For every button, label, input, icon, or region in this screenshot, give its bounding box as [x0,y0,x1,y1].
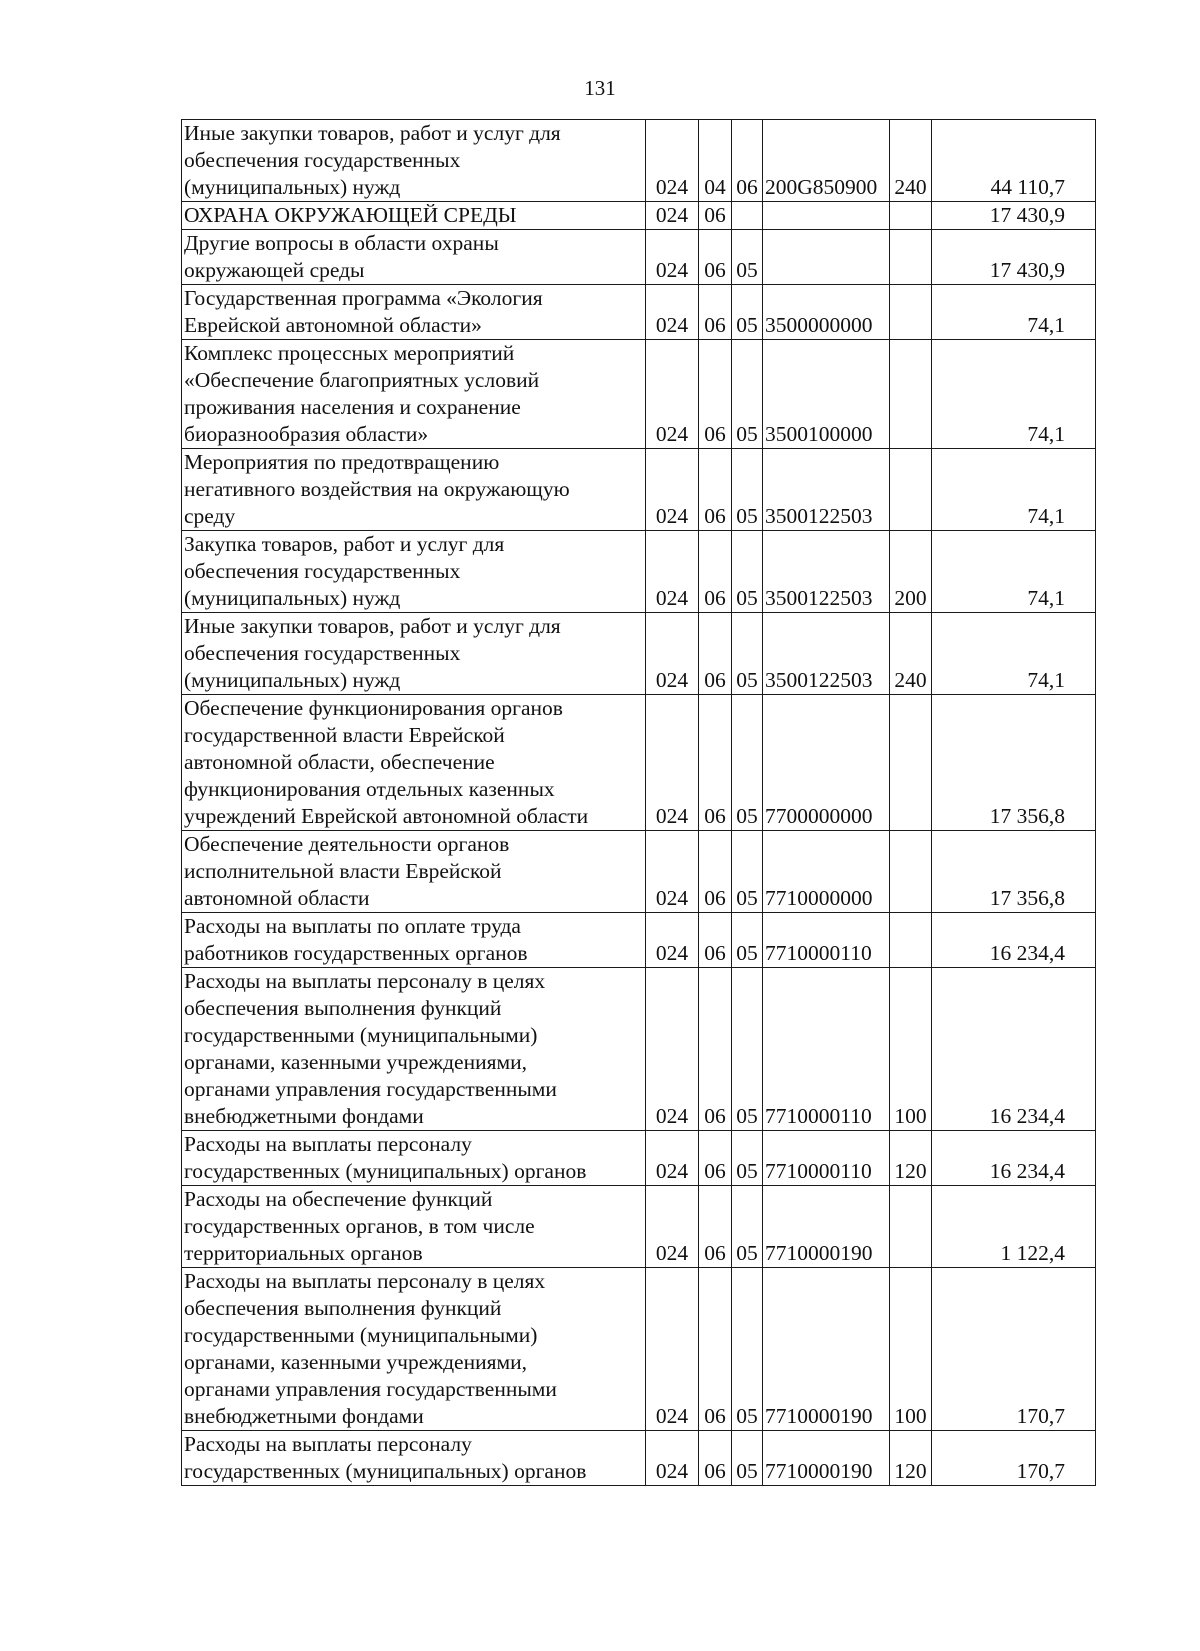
row-name-cell: Расходы на обеспечение функций государственных органов, в том числе территориальных органов [182,1186,646,1268]
expense-type-code-cell: 240 [890,120,932,202]
section-code-cell: 06 [699,695,732,831]
ministry-code-cell: 024 [646,230,699,285]
expense-type-code-cell [890,230,932,285]
row-name-cell: Иные закупки товаров, работ и услуг для обеспечения государственных (муниципальных) нужд [182,613,646,695]
budget-table [181,119,1096,1486]
section-code-cell: 06 [699,1131,732,1186]
page-number: 131 [584,76,616,100]
section-code-cell: 06 [699,1186,732,1268]
target-article-code-cell: 7710000110 [763,913,890,968]
row-name-cell: Расходы на выплаты персоналу государственных (муниципальных) органов [182,1431,646,1486]
amount-cell: 17 430,9 [932,202,1096,230]
ministry-code-cell: 024 [646,1431,699,1486]
table-row [182,613,1096,695]
ministry-code-cell: 024 [646,613,699,695]
ministry-code-cell: 024 [646,1131,699,1186]
section-code-cell: 06 [699,831,732,913]
amount-cell: 16 234,4 [932,913,1096,968]
section-code-cell: 06 [699,202,732,230]
ministry-code-cell: 024 [646,831,699,913]
section-code-cell: 06 [699,531,732,613]
subsection-code-cell: 05 [732,831,763,913]
target-article-code-cell: 7710000190 [763,1268,890,1431]
expense-type-code-cell: 240 [890,613,932,695]
amount-cell: 74,1 [932,613,1096,695]
table-row [182,913,1096,968]
target-article-code-cell: 3500000000 [763,285,890,340]
amount-cell: 17 356,8 [932,695,1096,831]
row-name-cell: Расходы на выплаты персоналу в целях обеспечения выполнения функций государственными (муниципальными) органами, казенными учреждениями, органами управления государственными внебюджетными фондами [182,968,646,1131]
section-code-cell: 06 [699,230,732,285]
subsection-code-cell [732,202,763,230]
row-name-cell: Расходы на выплаты персоналу в целях обеспечения выполнения функций государственными (муниципальными) органами, казенными учреждениями, органами управления государственными внебюджетными фондами [182,1268,646,1431]
amount-cell: 1 122,4 [932,1186,1096,1268]
section-code-cell: 06 [699,1268,732,1431]
target-article-code-cell: 7700000000 [763,695,890,831]
target-article-code-cell [763,230,890,285]
ministry-code-cell: 024 [646,531,699,613]
table-row [182,202,1096,230]
subsection-code-cell: 05 [732,1431,763,1486]
section-code-cell: 06 [699,449,732,531]
expense-type-code-cell: 200 [890,531,932,613]
target-article-code-cell: 7710000190 [763,1431,890,1486]
amount-cell: 74,1 [932,449,1096,531]
subsection-code-cell: 06 [732,120,763,202]
subsection-code-cell: 05 [732,913,763,968]
subsection-code-cell: 05 [732,1268,763,1431]
expense-type-code-cell [890,202,932,230]
expense-type-code-cell [890,449,932,531]
table-row [182,120,1096,202]
ministry-code-cell: 024 [646,120,699,202]
table-row [182,1431,1096,1486]
row-name-cell: Закупка товаров, работ и услуг для обеспечения государственных (муниципальных) нужд [182,531,646,613]
subsection-code-cell: 05 [732,968,763,1131]
amount-cell: 74,1 [932,531,1096,613]
table-row [182,531,1096,613]
ministry-code-cell: 024 [646,1268,699,1431]
subsection-code-cell: 05 [732,449,763,531]
table-row [182,1268,1096,1431]
row-name-cell: ОХРАНА ОКРУЖАЮЩЕЙ СРЕДЫ [182,202,646,230]
expense-type-code-cell: 120 [890,1431,932,1486]
ministry-code-cell: 024 [646,340,699,449]
amount-cell: 17 356,8 [932,831,1096,913]
section-code-cell: 06 [699,285,732,340]
row-name-cell: Обеспечение деятельности органов исполнительной власти Еврейской автономной области [182,831,646,913]
target-article-code-cell [763,202,890,230]
target-article-code-cell: 3500122503 [763,449,890,531]
expense-type-code-cell: 120 [890,1131,932,1186]
expense-type-code-cell [890,340,932,449]
target-article-code-cell: 7710000110 [763,968,890,1131]
ministry-code-cell: 024 [646,285,699,340]
table-row [182,831,1096,913]
table-row [182,1131,1096,1186]
subsection-code-cell: 05 [732,613,763,695]
row-name-cell: Государственная программа «Экология Еврейской автономной области» [182,285,646,340]
target-article-code-cell: 3500122503 [763,613,890,695]
subsection-code-cell: 05 [732,340,763,449]
table-row [182,695,1096,831]
amount-cell: 17 430,9 [932,230,1096,285]
ministry-code-cell: 024 [646,695,699,831]
target-article-code-cell: 7710000000 [763,831,890,913]
table-row [182,449,1096,531]
amount-cell: 44 110,7 [932,120,1096,202]
row-name-cell: Расходы на выплаты персоналу государственных (муниципальных) органов [182,1131,646,1186]
subsection-code-cell: 05 [732,285,763,340]
amount-cell: 16 234,4 [932,968,1096,1131]
amount-cell: 16 234,4 [932,1131,1096,1186]
section-code-cell: 06 [699,340,732,449]
section-code-cell: 04 [699,120,732,202]
subsection-code-cell: 05 [732,1131,763,1186]
target-article-code-cell: 3500100000 [763,340,890,449]
expense-type-code-cell [890,1186,932,1268]
row-name-cell: Другие вопросы в области охраны окружающей среды [182,230,646,285]
target-article-code-cell: 7710000190 [763,1186,890,1268]
row-name-cell: Обеспечение функционирования органов государственной власти Еврейской автономной области, обеспечение функционирования отдельных казенных учреждений Еврейской автономной области [182,695,646,831]
ministry-code-cell: 024 [646,968,699,1131]
expense-type-code-cell [890,913,932,968]
table-row [182,968,1096,1131]
subsection-code-cell: 05 [732,531,763,613]
subsection-code-cell: 05 [732,695,763,831]
table-row [182,340,1096,449]
row-name-cell: Расходы на выплаты по оплате труда работников государственных органов [182,913,646,968]
ministry-code-cell: 024 [646,913,699,968]
expense-type-code-cell: 100 [890,1268,932,1431]
expense-type-code-cell [890,285,932,340]
amount-cell: 74,1 [932,340,1096,449]
expense-type-code-cell [890,831,932,913]
row-name-cell: Мероприятия по предотвращению негативного воздействия на окружающую среду [182,449,646,531]
target-article-code-cell: 200G850900 [763,120,890,202]
target-article-code-cell: 3500122503 [763,531,890,613]
ministry-code-cell: 024 [646,449,699,531]
row-name-cell: Комплекс процессных мероприятий «Обеспечение благоприятных условий проживания населения и сохранение биоразнообразия области» [182,340,646,449]
section-code-cell: 06 [699,613,732,695]
table-row [182,285,1096,340]
ministry-code-cell: 024 [646,1186,699,1268]
amount-cell: 74,1 [932,285,1096,340]
table-row [182,230,1096,285]
expense-type-code-cell: 100 [890,968,932,1131]
table-row [182,1186,1096,1268]
amount-cell: 170,7 [932,1431,1096,1486]
row-name-cell: Иные закупки товаров, работ и услуг для обеспечения государственных (муниципальных) нужд [182,120,646,202]
subsection-code-cell: 05 [732,230,763,285]
subsection-code-cell: 05 [732,1186,763,1268]
target-article-code-cell: 7710000110 [763,1131,890,1186]
table-body [182,120,1096,1486]
ministry-code-cell: 024 [646,202,699,230]
section-code-cell: 06 [699,913,732,968]
section-code-cell: 06 [699,1431,732,1486]
amount-cell: 170,7 [932,1268,1096,1431]
section-code-cell: 06 [699,968,732,1131]
expense-type-code-cell [890,695,932,831]
